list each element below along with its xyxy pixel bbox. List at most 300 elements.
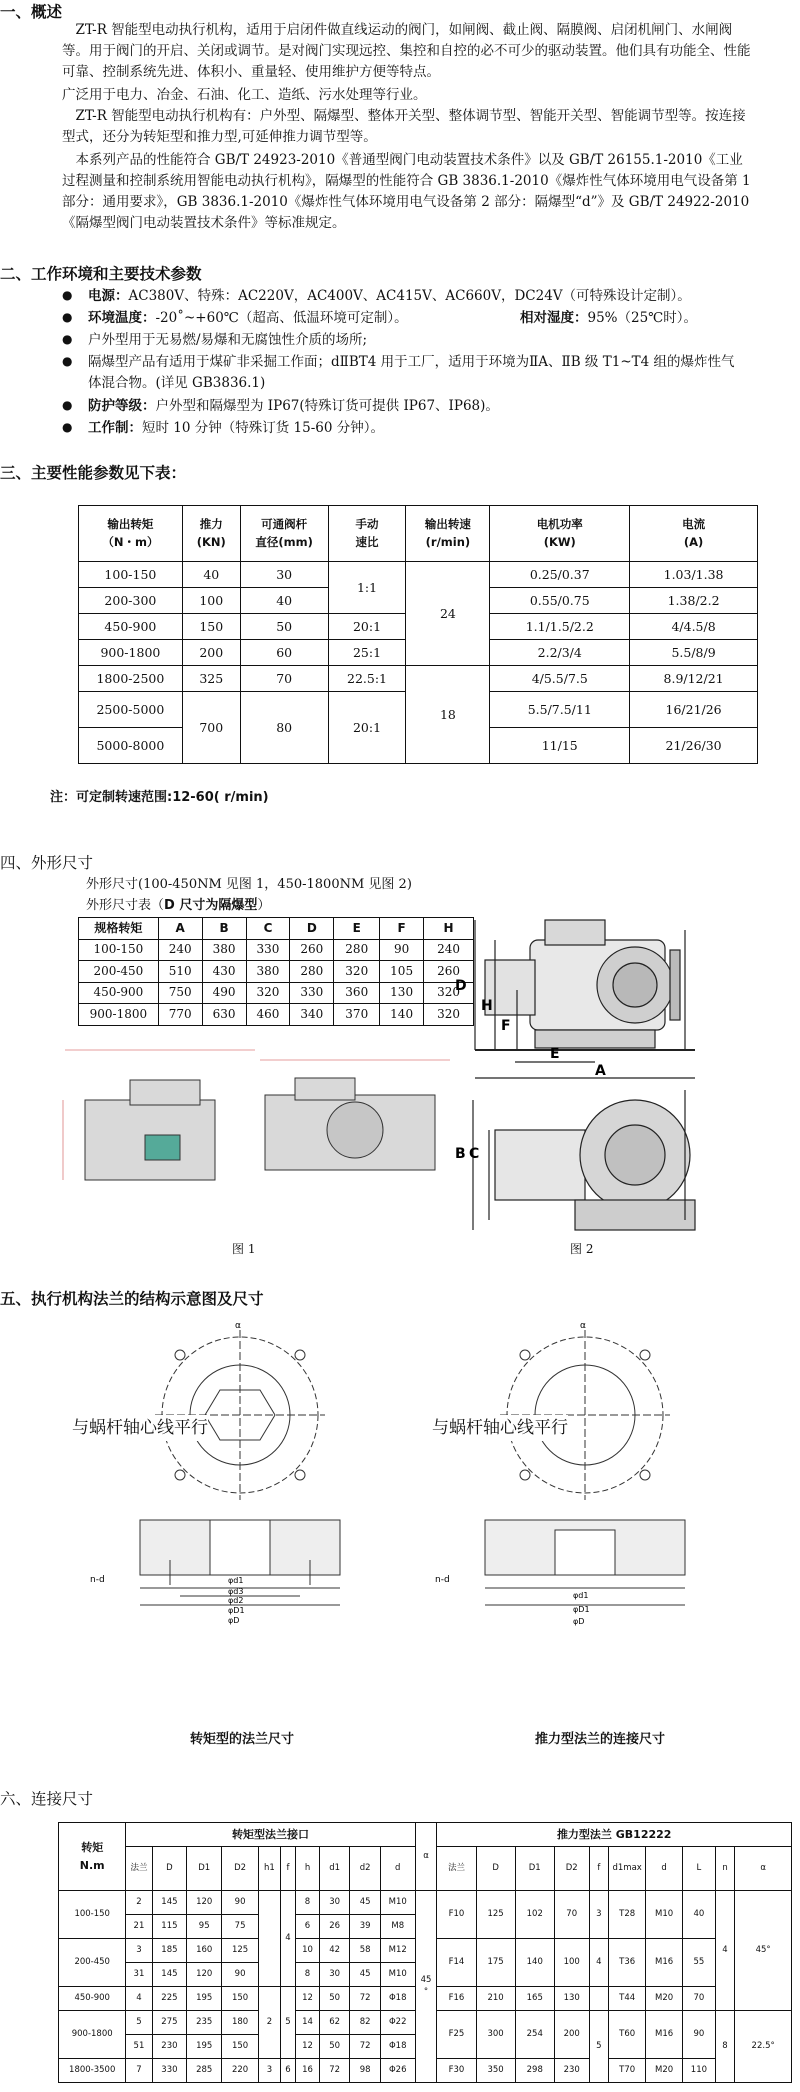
bullet-dot-icon: ● xyxy=(62,288,73,302)
table-cell: D xyxy=(152,1847,187,1891)
table-cell: 380 xyxy=(246,961,290,983)
header-cell: 转矩型法兰接口 xyxy=(126,1823,415,1847)
header-cell: A xyxy=(158,918,202,940)
dim-label: F xyxy=(501,1018,511,1034)
dim-label: φD1 xyxy=(228,1606,245,1615)
table-cell: 45 xyxy=(350,1891,380,1915)
s4-line-1: 外形尺寸(100-450NM 见图 1，450-1800NM 见图 2) xyxy=(86,877,412,892)
table-cell: 100 xyxy=(182,588,240,614)
table-cell: 2500-5000 xyxy=(79,692,183,728)
table-cell: 235 xyxy=(187,2011,222,2035)
flange-thrust-caption: 推力型法兰的连接尺寸 xyxy=(535,1732,666,1747)
table-cell: 40 xyxy=(240,588,328,614)
header-cell: H xyxy=(424,918,474,940)
table-cell: 40 xyxy=(182,562,240,588)
table-cell: 25:1 xyxy=(328,640,406,666)
table-cell: 320 xyxy=(424,982,474,1004)
table-cell: 30 xyxy=(319,1963,349,1987)
table-cell: d xyxy=(380,1847,415,1891)
table-cell: 72 xyxy=(350,1987,380,2011)
table-cell: 4 xyxy=(715,1891,735,2011)
table-cell: 180 xyxy=(222,2011,259,2035)
table-cell: 165 xyxy=(515,1987,554,2011)
table-cell: 4 xyxy=(280,1891,295,1987)
table-cell: 5 xyxy=(126,2011,152,2035)
table-cell: 130 xyxy=(380,982,424,1004)
table-cell: 100-150 xyxy=(59,1891,126,1939)
table-cell: F16 xyxy=(437,1987,476,2011)
table-cell: 120 xyxy=(187,1891,222,1915)
s1-paragraph-2: 广泛用于电力、冶金、石油、化工、造纸、污水处理等行业。 xyxy=(62,87,427,103)
table-cell: F30 xyxy=(437,2059,476,2083)
table-cell: M10 xyxy=(380,1891,415,1915)
header-cell: E xyxy=(334,918,380,940)
bullet-outdoor xyxy=(62,330,748,351)
table-cell: T28 xyxy=(609,1891,646,1939)
table-cell: 0.25/0.37 xyxy=(490,562,630,588)
table-cell: 115 xyxy=(152,1915,187,1939)
table-cell: T60 xyxy=(609,2011,646,2059)
table-cell: 100 xyxy=(554,1939,589,1987)
table-row xyxy=(79,1004,474,1026)
dimension-table xyxy=(78,917,474,1026)
table-row xyxy=(79,562,758,588)
table-cell: 280 xyxy=(334,939,380,961)
dim-label: φD xyxy=(228,1616,240,1625)
table-cell: 450-900 xyxy=(79,614,183,640)
table-cell: 法兰 xyxy=(126,1847,152,1891)
table-cell: 法兰 xyxy=(437,1847,476,1891)
table-cell: 51 xyxy=(126,2035,152,2059)
table-cell: 90 xyxy=(380,939,424,961)
table-cell: 26 xyxy=(319,1915,349,1939)
table-cell: 70 xyxy=(683,1987,716,2011)
table-cell: 254 xyxy=(515,2011,554,2059)
table-cell: 630 xyxy=(202,1004,246,1026)
table-cell: 42 xyxy=(319,1939,349,1963)
table-cell: 30 xyxy=(319,1891,349,1915)
table-cell: 5.5/7.5/11 xyxy=(490,692,630,728)
table-cell: 900-1800 xyxy=(59,2011,126,2059)
table-cell: Φ26 xyxy=(380,2059,415,2083)
table-cell: 240 xyxy=(424,939,474,961)
table-cell: 14 xyxy=(296,2011,320,2035)
performance-table xyxy=(78,505,758,764)
table-cell: 3 xyxy=(259,2059,281,2083)
figure-1-drawing xyxy=(55,1040,455,1235)
table-cell xyxy=(259,1891,281,1987)
table-cell: 370 xyxy=(334,1004,380,1026)
header-cell: 推力 (KN) xyxy=(182,506,240,562)
table-cell: 225 xyxy=(152,1987,187,2011)
dim-label: C xyxy=(469,1146,480,1162)
table-cell: 90 xyxy=(222,1891,259,1915)
table-cell: 39 xyxy=(350,1915,380,1939)
table-cell: 230 xyxy=(152,2035,187,2059)
speed-note: 注：可定制转速范围:12-60( r/min) xyxy=(50,790,269,805)
table-cell: 4 xyxy=(126,1987,152,2011)
s1-paragraph-1: ZT-R 智能型电动执行机构，适用于启闭件做直线运动的阀门，如闸阀、截止阀、隔膜阀、启闭机闸门、水闸阀等。用于阀门的开启、关闭或调节。是对阀门实现远控、集控和自控的必不可少的驱动装置。他们具有功能全、性能可靠、控制系统先进、体积小、重量轻、使用维护方便等特点。 xyxy=(62,22,751,80)
s1-paragraph-3: ZT-R 智能型电动执行机构有：户外型、隔爆型、整体开关型、整体调节型、智能开关型、智能调节型等。按连接型式，还分为转矩型和推力型,可延伸推力调节型等。 xyxy=(62,108,746,145)
table-cell: d1 xyxy=(319,1847,349,1891)
table-cell: f xyxy=(280,1847,295,1891)
section-5-title: 五、执行机构法兰的结构示意图及尺寸 xyxy=(0,1290,264,1308)
bullet-explosion-proof xyxy=(62,352,748,394)
table-cell: 140 xyxy=(380,1004,424,1026)
table-cell: 11/15 xyxy=(490,728,630,764)
table-cell: 82 xyxy=(350,2011,380,2035)
table-row xyxy=(79,982,474,1004)
table-cell: 0.55/0.75 xyxy=(490,588,630,614)
table-cell: 24 xyxy=(406,562,490,666)
table-cell: M10 xyxy=(646,1891,683,1939)
table-cell: 2 xyxy=(126,1891,152,1915)
table-cell: M8 xyxy=(380,1915,415,1939)
table-cell: d2 xyxy=(350,1847,380,1891)
bullet-text: 户外型和隔爆型为 IP67(特殊订货可提供 IP67、IP68)。 xyxy=(155,398,499,414)
table-cell: 360 xyxy=(334,982,380,1004)
table-cell: T70 xyxy=(609,2059,646,2083)
table-cell: 5 xyxy=(589,2011,609,2083)
table-cell: 45 xyxy=(350,1963,380,1987)
table-cell: 340 xyxy=(290,1004,334,1026)
bullet-dot-icon: ● xyxy=(62,398,73,412)
table-cell: 350 xyxy=(476,2059,515,2083)
section-6-title: 六、连接尺寸 xyxy=(0,1790,94,1808)
table-cell: 50 xyxy=(319,1987,349,2011)
table-cell: d xyxy=(646,1847,683,1891)
header-cell: C xyxy=(246,918,290,940)
table-row xyxy=(59,1891,792,1915)
table-cell: 4/4.5/8 xyxy=(630,614,758,640)
table-cell: 240 xyxy=(158,939,202,961)
header-cell: α xyxy=(415,1823,437,1891)
table-header-row xyxy=(79,918,474,940)
table-cell: 7 xyxy=(126,2059,152,2083)
header-cell: 电机功率 (KW) xyxy=(490,506,630,562)
table-cell: 8.9/12/21 xyxy=(630,666,758,692)
table-cell: 200-450 xyxy=(59,1939,126,1987)
bullet-label: 工作制： xyxy=(88,420,142,436)
table-cell: 145 xyxy=(152,1891,187,1915)
table-cell: 298 xyxy=(515,2059,554,2083)
table-cell: h1 xyxy=(259,1847,281,1891)
bullet-text: AC380V、特殊：AC220V，AC400V、AC415V、AC660V，DC24V（可特殊设计定制）。 xyxy=(128,288,691,304)
table-cell: 60 xyxy=(240,640,328,666)
table-cell: 8 xyxy=(296,1891,320,1915)
table-cell: 22.5° xyxy=(735,2011,792,2083)
table-cell: 30 xyxy=(240,562,328,588)
bullet-text: -20˚~+60℃（超高、低温环境可定制）。 xyxy=(155,310,408,326)
table-cell: 145 xyxy=(152,1963,187,1987)
table-cell: T36 xyxy=(609,1939,646,1987)
table-cell: n xyxy=(715,1847,735,1891)
table-cell: f xyxy=(589,1847,609,1891)
table-cell: 6 xyxy=(296,1915,320,1939)
table-cell: 20:1 xyxy=(328,614,406,640)
table-cell: 102 xyxy=(515,1891,554,1939)
dim-label: φD xyxy=(573,1617,585,1626)
table-cell: 285 xyxy=(187,2059,222,2083)
table-cell: 430 xyxy=(202,961,246,983)
bullet-power xyxy=(62,286,748,307)
table-cell: 50 xyxy=(319,2035,349,2059)
table-cell: 125 xyxy=(476,1891,515,1939)
table-cell: 100-150 xyxy=(79,562,183,588)
table-cell: D2 xyxy=(222,1847,259,1891)
table-cell: 330 xyxy=(290,982,334,1004)
table-cell: 4 xyxy=(589,1939,609,1987)
table-cell: 5.5/8/9 xyxy=(630,640,758,666)
header-cell: 规格转矩 xyxy=(79,918,159,940)
section-3-title: 三、主要性能参数见下表： xyxy=(0,464,187,482)
table-cell: 95 xyxy=(187,1915,222,1939)
table-cell: F25 xyxy=(437,2011,476,2059)
table-cell: 12 xyxy=(296,2035,320,2059)
table-cell: D xyxy=(476,1847,515,1891)
table-cell: 750 xyxy=(158,982,202,1004)
dim-label: n-d xyxy=(90,1575,105,1585)
header-cell: 电流 (A) xyxy=(630,506,758,562)
table-cell: 80 xyxy=(240,692,328,764)
table-row xyxy=(79,666,758,692)
table-cell: 21 xyxy=(126,1915,152,1939)
table-cell: 150 xyxy=(222,1987,259,2011)
figure-2-caption: 图 2 xyxy=(570,1242,594,1256)
table-cell: 2.2/3/4 xyxy=(490,640,630,666)
table-cell: 185 xyxy=(152,1939,187,1963)
dim-label: α xyxy=(235,1321,241,1331)
bullet-dot-icon: ● xyxy=(62,332,73,346)
table-cell: F10 xyxy=(437,1891,476,1939)
table-cell: 770 xyxy=(158,1004,202,1026)
dim-label: n-d xyxy=(435,1575,450,1585)
table-cell: 1.03/1.38 xyxy=(630,562,758,588)
table-cell: 195 xyxy=(187,1987,222,2011)
table-cell: 325 xyxy=(182,666,240,692)
section-4-title: 四、外形尺寸 xyxy=(0,854,94,872)
header-cell: 输出转速 (r/min) xyxy=(406,506,490,562)
flange-torque-caption: 转矩型的法兰尺寸 xyxy=(190,1732,295,1747)
header-cell: D xyxy=(290,918,334,940)
table-cell: 8 xyxy=(296,1963,320,1987)
table-cell: 6 xyxy=(280,2059,295,2083)
s4-line-2: 外形尺寸表（D 尺寸为隔爆型） xyxy=(86,898,271,913)
table-cell: 900-1800 xyxy=(79,1004,159,1026)
table-cell: D1 xyxy=(515,1847,554,1891)
dim-label: α xyxy=(580,1321,586,1331)
table-cell: 10 xyxy=(296,1939,320,1963)
dim-label: E xyxy=(550,1046,560,1062)
table-cell: 70 xyxy=(554,1891,589,1939)
dim-label: φd1 xyxy=(573,1591,589,1600)
table-cell: D2 xyxy=(554,1847,589,1891)
s1-paragraph-4: 本系列产品的性能符合 GB/T 24923-2010《普通型阀门电动装置技术条件》以及 GB/T 26155.1-2010《工业过程测量和控制系统用智能电动执行机构》，隔爆型的性能符合 GB 3836.1-2010《爆炸性气体环境用电气设备第 1 部分：通用要求》，GB 3836.1-2010《爆炸性气体环境用电气设备第 2 部分：隔爆型“d”》及 GB/T 24922-2010《隔爆型阀门电动装置技术条件》等标准规定。 xyxy=(62,152,751,231)
table-cell: 50 xyxy=(240,614,328,640)
table-cell: 110 xyxy=(683,2059,716,2083)
table-cell: 72 xyxy=(350,2035,380,2059)
table-cell: 230 xyxy=(554,2059,589,2083)
parallel-label-1: 与蜗杆轴心线平行 xyxy=(72,1415,208,1441)
flange-thrust-drawing xyxy=(425,1320,725,1630)
table-cell: 490 xyxy=(202,982,246,1004)
table-cell: 200-450 xyxy=(79,961,159,983)
header-cell: 手动 速比 xyxy=(328,506,406,562)
table-cell: M16 xyxy=(646,1939,683,1987)
header-cell: B xyxy=(202,918,246,940)
table-header-row xyxy=(79,506,758,562)
table-cell: 260 xyxy=(290,939,334,961)
table-cell: 210 xyxy=(476,1987,515,2011)
table-cell: D1 xyxy=(187,1847,222,1891)
figure-2-drawing xyxy=(455,900,800,1240)
table-cell: 16/21/26 xyxy=(630,692,758,728)
table-cell: 510 xyxy=(158,961,202,983)
table-cell: 1.1/1.5/2.2 xyxy=(490,614,630,640)
dim-label: B xyxy=(455,1146,466,1162)
table-cell: d1max xyxy=(609,1847,646,1891)
table-row xyxy=(79,961,474,983)
table-cell: 45° xyxy=(735,1891,792,2011)
table-cell: 200 xyxy=(554,2011,589,2059)
table-cell: 45 ° xyxy=(415,1891,437,2083)
table-cell: M20 xyxy=(646,1987,683,2011)
table-cell: 55 xyxy=(683,1939,716,1987)
parallel-label-2: 与蜗杆轴心线平行 xyxy=(432,1415,568,1441)
figure-1-caption: 图 1 xyxy=(232,1242,256,1256)
table-cell: 5 xyxy=(280,1987,295,2059)
table-cell: 58 xyxy=(350,1939,380,1963)
bullet-label: 相对湿度： xyxy=(520,310,588,326)
table-cell: 320 xyxy=(246,982,290,1004)
table-cell: 460 xyxy=(246,1004,290,1026)
bullet-text: 隔爆型产品有适用于煤矿非采掘工作面；dⅡBT4 用于工厂，适用于环境为ⅡA、ⅡB 级 T1~T4 组的爆炸性气体混合物。(详见 GB3836.1) xyxy=(88,354,735,391)
table-cell: 31 xyxy=(126,1963,152,1987)
dim-label: φD1 xyxy=(573,1605,590,1614)
table-cell: 120 xyxy=(187,1963,222,1987)
header-cell: F xyxy=(380,918,424,940)
table-cell: 90 xyxy=(222,1963,259,1987)
dim-label: φd3 xyxy=(228,1587,244,1596)
dim-label: A xyxy=(595,1063,606,1079)
table-cell: 3 xyxy=(126,1939,152,1963)
table-cell: 1800-3500 xyxy=(59,2059,126,2083)
table-cell: 72 xyxy=(319,2059,349,2083)
table-cell: 20:1 xyxy=(328,692,406,764)
table-cell: 16 xyxy=(296,2059,320,2083)
bullet-label: 环境温度： xyxy=(88,310,156,326)
table-cell: 260 xyxy=(424,961,474,983)
table-cell: 21/26/30 xyxy=(630,728,758,764)
section-1-title: 一、概述 xyxy=(0,3,63,21)
table-cell: 18 xyxy=(406,666,490,764)
bullet-text: 短时 10 分钟（特殊订货 15-60 分钟）。 xyxy=(142,420,385,436)
table-cell: 320 xyxy=(334,961,380,983)
table-row xyxy=(79,939,474,961)
table-cell: 1:1 xyxy=(328,562,406,614)
section-2-title: 二、工作环境和主要技术参数 xyxy=(0,265,202,283)
table-cell: 450-900 xyxy=(59,1987,126,2011)
table-cell: 12 xyxy=(296,1987,320,2011)
table-cell: 280 xyxy=(290,961,334,983)
table-cell: 700 xyxy=(182,692,240,764)
table-cell: 195 xyxy=(187,2035,222,2059)
header-cell: 转矩 N.m xyxy=(59,1823,126,1891)
table-cell: T44 xyxy=(609,1987,646,2011)
table-cell: 1.38/2.2 xyxy=(630,588,758,614)
table-cell: 90 xyxy=(683,2011,716,2059)
table-cell: α xyxy=(735,1847,792,1891)
flange-torque-drawing xyxy=(80,1320,380,1630)
table-cell: 275 xyxy=(152,2011,187,2035)
bullet-label: 电源： xyxy=(88,288,129,304)
table-cell: 140 xyxy=(515,1939,554,1987)
table-cell: 150 xyxy=(182,614,240,640)
dim-label: φd1 xyxy=(228,1576,244,1585)
bullet-label: 防护等级： xyxy=(88,398,156,414)
table-cell: 8 xyxy=(715,2011,735,2083)
table-cell: 75 xyxy=(222,1915,259,1939)
table-cell: M20 xyxy=(646,2059,683,2083)
table-cell: M16 xyxy=(646,2011,683,2059)
connection-table xyxy=(58,1822,792,2083)
table-cell: M12 xyxy=(380,1939,415,1963)
table-cell: 380 xyxy=(202,939,246,961)
header-cell: 可通阀杆 直径(mm) xyxy=(240,506,328,562)
table-cell: L xyxy=(683,1847,716,1891)
table-cell: 105 xyxy=(380,961,424,983)
table-cell: 175 xyxy=(476,1939,515,1987)
table-cell: 320 xyxy=(424,1004,474,1026)
table-cell: 200 xyxy=(182,640,240,666)
table-cell: Φ18 xyxy=(380,2035,415,2059)
table-cell: 150 xyxy=(222,2035,259,2059)
table-cell: 300 xyxy=(476,2011,515,2059)
table-cell: M10 xyxy=(380,1963,415,1987)
table-cell: 5000-8000 xyxy=(79,728,183,764)
table-cell: 900-1800 xyxy=(79,640,183,666)
header-cell: 推力型法兰 GB12222 xyxy=(437,1823,792,1847)
bullet-protection xyxy=(62,396,748,417)
bullet-dot-icon: ● xyxy=(62,310,73,324)
table-cell: 4/5.5/7.5 xyxy=(490,666,630,692)
bullet-temperature xyxy=(62,308,748,329)
table-cell: h xyxy=(296,1847,320,1891)
header-cell: 输出转矩 （N・m） xyxy=(79,506,183,562)
table-cell: F14 xyxy=(437,1939,476,1987)
table-cell: 70 xyxy=(240,666,328,692)
table-cell: Φ18 xyxy=(380,1987,415,2011)
table-cell: 2 xyxy=(259,1987,281,2059)
table-cell: 98 xyxy=(350,2059,380,2083)
table-cell: 160 xyxy=(187,1939,222,1963)
dim-label: φd2 xyxy=(228,1596,244,1605)
bullet-text: 95%（25℃时）。 xyxy=(587,310,698,326)
bullet-text: 户外型用于无易燃/易爆和无腐蚀性介质的场所; xyxy=(88,332,368,348)
table-cell: 40 xyxy=(683,1891,716,1939)
table-header-row xyxy=(59,1823,792,1847)
table-cell: 1800-2500 xyxy=(79,666,183,692)
table-cell: 200-300 xyxy=(79,588,183,614)
table-cell: 330 xyxy=(152,2059,187,2083)
table-cell: 3 xyxy=(589,1891,609,1939)
table-cell xyxy=(589,1987,609,2011)
table-cell: 130 xyxy=(554,1987,589,2011)
table-cell: 22.5:1 xyxy=(328,666,406,692)
dim-label: D xyxy=(455,978,467,994)
table-cell: 125 xyxy=(222,1939,259,1963)
bullet-dot-icon: ● xyxy=(62,354,73,368)
